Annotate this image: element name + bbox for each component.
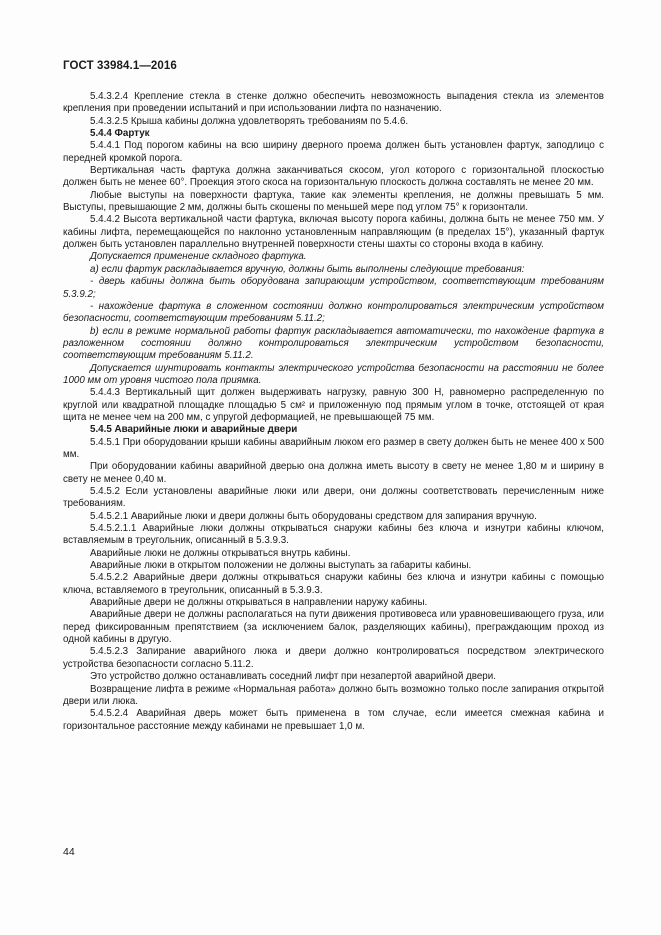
- paragraph: 5.4.5.2.4 Аварийная дверь может быть применена в том случае, если имеется смежная кабина и горизонтальное расстояние между кабинами не превышает 1,0 м.: [63, 708, 604, 732]
- paragraph: Аварийные двери не должны открываться в направлении наружу кабины.: [90, 597, 428, 609]
- paragraph: Допускается применение складного фартука.: [90, 251, 307, 263]
- document-body: [63, 91, 604, 733]
- paragraph: 5.4.5.2.3 Запирание аварийного люка и двери должно контролироваться посредством электрического устройства безопасности согласно 5.11.2.: [63, 646, 604, 670]
- paragraph: 5.4.5.1 При оборудовании крыши кабины аварийным люком его размер в свету должен быть не менее 400 х 500 мм.: [63, 436, 604, 460]
- paragraph: 5.4.4.2 Высота вертикальной части фартука, включая высоту порога кабины, должна быть не менее 750 мм. У кабины лифта, перемещающейся по наклонно установленным направляющим (в пределах 15°), указанный фартук должен быть установлен параллельно внутренней поверхности стены шахты со стороны входа в кабину.: [63, 214, 604, 251]
- paragraph: а) если фартук раскладывается вручную, должны быть выполнены следующие требования:: [90, 263, 525, 275]
- paragraph: Аварийные люки в открытом положении не должны выступать за габариты кабины.: [90, 560, 472, 572]
- section-heading: 5.4.4 Фартук: [90, 128, 150, 140]
- paragraph: b) если в режиме нормальной работы фартук раскладывается автоматически, то нахождение фартука в разложенном состоянии должно контролироваться электрическим устройством безопасности, соответствующим требованиям 5.11.2.: [63, 325, 604, 362]
- page-number: 44: [63, 846, 75, 858]
- paragraph: 5.4.3.2.5 Крыша кабины должна удовлетворять требованиям по 5.4.6.: [90, 115, 409, 127]
- paragraph: - нахождение фартука в сложенном состоянии должно контролироваться электрическим устройством безопасности, соответствующим требованиям 5.11.2;: [63, 300, 604, 325]
- paragraph: - дверь кабины должна быть оборудована запирающим устройством, соответствующим требованиям 5.3.9.2;: [63, 276, 604, 300]
- paragraph: 5.4.4.1 Под порогом кабины на всю ширину дверного проема должен быть установлен фартук, заподлицо с передней кромкой порога.: [63, 140, 604, 164]
- section-heading: 5.4.5 Аварийные люки и аварийные двери: [90, 424, 298, 436]
- paragraph: 5.4.3.2.4 Крепление стекла в стенке должно обеспечить невозможность выпадения стекла из элементов крепления при проведении испытаний и при использовании лифта по назначению.: [63, 91, 604, 115]
- paragraph: Любые выступы на поверхности фартука, такие как элементы крепления, не должны превышать 5 мм. Выступы, превышающие 2 мм, должны быть скошены по меньшей мере под углом 75° к горизонтали.: [63, 189, 604, 214]
- paragraph: При оборудовании кабины аварийной дверью она должна иметь высоту в свету не менее 1,80 м и ширину в свету не менее 0,40 м.: [63, 461, 604, 485]
- paragraph: Допускается шунтировать контакты электрического устройства безопасности на расстоянии не более 1000 мм от уровня чистого пола приямка.: [63, 362, 604, 386]
- paragraph: 5.4.5.2 Если установлены аварийные люки или двери, они должны соответствовать перечисленным ниже требованиям.: [63, 486, 604, 510]
- paragraph: Аварийные двери не должны располагаться на пути движения противовеса или уравновешивающего груза, или перед фиксированным препятствием (за исключением балок, разделяющих кабины), преграждающим проход из одной кабины в другую.: [63, 609, 604, 646]
- paragraph: Возвращение лифта в режиме «Нормальная работа» должно быть возможно только после запирания открытой двери или люка.: [63, 683, 604, 707]
- paragraph: 5.4.5.2.1.1 Аварийные люки должны открываться снаружи кабины без ключа и изнутри кабины ключом, вставляемым в треугольник, описанный в 5.3.9.3.: [63, 523, 604, 547]
- paragraph: 5.4.4.3 Вертикальный щит должен выдерживать нагрузку, равную 300 Н, равномерно распределенную по круглой или квадратной площадке площадью 5 см² и приложенную под прямым углом в точке, отстоящей от края щита не менее чем на 200 мм, с упругой деформацией, не превышающей 75 мм.: [63, 387, 604, 423]
- paragraph: 5.4.5.2.2 Аварийные двери должны открываться снаружи кабины без ключа и изнутри кабины с помощью ключа, вставляемого в треугольник, описанный в 5.3.9.3.: [63, 572, 604, 596]
- paragraph: Аварийные люки не должны открываться внутрь кабины.: [90, 547, 351, 559]
- standard-title: ГОСТ 33984.1—2016: [63, 60, 177, 72]
- paragraph: Это устройство должно останавливать соседний лифт при незапертой аварийной двери.: [90, 671, 496, 683]
- paragraph: 5.4.5.2.1 Аварийные люки и двери должны быть оборудованы средством для запирания вручную.: [90, 510, 537, 522]
- paragraph: Вертикальная часть фартука должна заканчиваться скосом, угол которого с горизонтальной плоскостью должен быть не менее 60°. Проекция этого скоса на горизонтальную плоскость должна составлять не менее 20 мм.: [63, 165, 604, 189]
